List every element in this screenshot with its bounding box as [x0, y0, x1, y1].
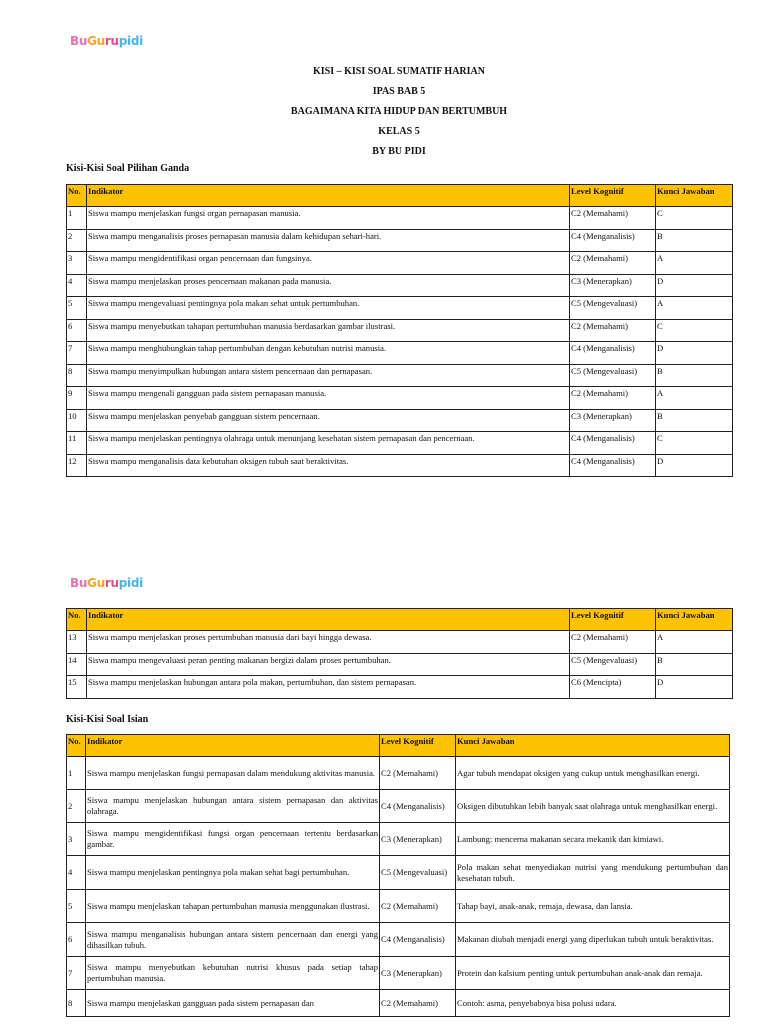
cell-no: 6 [67, 923, 86, 957]
col-header-kunci: Kunci Jawaban [656, 185, 733, 207]
table-row [67, 342, 733, 365]
cell-no: 8 [67, 990, 86, 1017]
cell-kunci: B [656, 653, 733, 676]
cell-level: C2 (Memahami) [380, 990, 456, 1017]
cell-no: 2 [67, 229, 87, 252]
cell-indikator: Siswa mampu menjelaskan proses pertumbuhan manusia dari bayi hingga dewasa. [87, 631, 570, 654]
table-row [67, 676, 733, 699]
cell-no: 13 [67, 631, 87, 654]
cell-level: C2 (Memahami) [380, 890, 456, 923]
cell-kunci: A [656, 387, 733, 410]
cell-indikator: Siswa mampu mengevaluasi pentingnya pola makan sehat untuk pertumbuhan. [87, 297, 570, 320]
document-header [66, 64, 732, 164]
doc-class: KELAS 5 [378, 126, 420, 137]
cell-kunci: A [656, 297, 733, 320]
cell-level: C3 (Menerapkan) [570, 409, 656, 432]
cell-level: C5 (Mengevaluasi) [570, 297, 656, 320]
cell-no: 1 [67, 757, 86, 790]
cell-no: 7 [67, 342, 87, 365]
cell-indikator: Siswa mampu mengenali gangguan pada sistem pernapasan manusia. [87, 387, 570, 410]
cell-kunci: Makanan diubah menjadi energi yang diperlukan tubuh untuk beraktivitas. [456, 923, 730, 957]
table-pilihan-ganda-1 [66, 184, 733, 477]
cell-level: C2 (Memahami) [570, 207, 656, 230]
cell-indikator: Siswa mampu menganalisis data kebutuhan oksigen tubuh saat beraktivitas. [87, 454, 570, 477]
cell-no: 12 [67, 454, 87, 477]
cell-no: 11 [67, 432, 87, 455]
col-header-level: Level Kognitif [570, 185, 656, 207]
cell-level: C3 (Menerapkan) [570, 274, 656, 297]
cell-level: C4 (Menganalisis) [380, 790, 456, 823]
col-header-kunci: Kunci Jawaban [656, 609, 733, 631]
col-header-indikator: Indikator [87, 609, 570, 631]
col-header-no: No. [67, 185, 87, 207]
cell-level: C6 (Mencipta) [570, 676, 656, 699]
table-row [67, 823, 730, 856]
cell-no: 4 [67, 274, 87, 297]
cell-kunci: A [656, 631, 733, 654]
table-row [67, 274, 733, 297]
cell-kunci: Protein dan kalsium penting untuk pertumbuhan anak-anak dan remaja. [456, 957, 730, 990]
cell-level: C4 (Menganalisis) [570, 342, 656, 365]
cell-indikator: Siswa mampu menjelaskan hubungan antara sistem pernapasan dan aktivitas olahraga. [86, 790, 380, 823]
logo-part: Gu [87, 576, 105, 590]
col-header-indikator: Indikator [87, 185, 570, 207]
cell-kunci: A [656, 252, 733, 275]
cell-no: 8 [67, 364, 87, 387]
cell-indikator: Siswa mampu menjelaskan fungsi pernapasan dalam mendukung aktivitas manusia. [86, 757, 380, 790]
table-row [67, 923, 730, 957]
table-row [67, 990, 730, 1017]
cell-no: 5 [67, 890, 86, 923]
cell-no: 5 [67, 297, 87, 320]
table-row [67, 631, 733, 654]
table-row [67, 409, 733, 432]
cell-level: C2 (Memahami) [570, 252, 656, 275]
cell-kunci: Pola makan sehat menyediakan nutrisi yang mendukung pertumbuhan dan kesehatan tubuh. [456, 856, 730, 890]
cell-no: 14 [67, 653, 87, 676]
doc-author: BY BU PIDI [372, 146, 426, 157]
table-row [67, 454, 733, 477]
doc-title: KISI – KISI SOAL SUMATIF HARIAN [313, 66, 485, 77]
col-header-no: No. [67, 609, 87, 631]
table-header-row [67, 609, 733, 631]
cell-kunci: Contoh: asma, penyebabnya bisa polusi udara. [456, 990, 730, 1017]
table-row [67, 856, 730, 890]
cell-kunci: C [656, 432, 733, 455]
cell-no: 15 [67, 676, 87, 699]
cell-no: 3 [67, 252, 87, 275]
cell-indikator: Siswa mampu menjelaskan fungsi organ pernapasan manusia. [87, 207, 570, 230]
cell-indikator: Siswa mampu menjelaskan proses pencernaan makanan pada manusia. [87, 274, 570, 297]
table-pilihan-ganda-2 [66, 608, 733, 699]
cell-no: 1 [67, 207, 87, 230]
cell-kunci: D [656, 676, 733, 699]
cell-indikator: Siswa mampu menghubungkan tahap pertumbuhan dengan kebutuhan nutrisi manusia. [87, 342, 570, 365]
section-title-pilihan-ganda: Kisi-Kisi Soal Pilihan Ganda [66, 163, 190, 174]
brand-logo [70, 576, 142, 596]
cell-kunci: D [656, 454, 733, 477]
table-row [67, 229, 733, 252]
cell-no: 6 [67, 319, 87, 342]
cell-no: 3 [67, 823, 86, 856]
brand-logo [70, 34, 142, 54]
cell-indikator: Siswa mampu menjelaskan hubungan antara pola makan, pertumbuhan, dan sistem pernapasan. [87, 676, 570, 699]
table-row [67, 890, 730, 923]
cell-level: C3 (Menerapkan) [380, 823, 456, 856]
cell-no: 9 [67, 387, 87, 410]
logo-part: Bu [70, 34, 88, 48]
cell-kunci: D [656, 342, 733, 365]
table-row [67, 757, 730, 790]
logo-part: pidi [118, 34, 143, 48]
table-header-row [67, 735, 730, 757]
logo-part: Bu [70, 576, 88, 590]
table-isian [66, 734, 730, 1017]
cell-kunci: Tahap bayi, anak-anak, remaja, dewasa, dan lansia. [456, 890, 730, 923]
col-header-level: Level Kognitif [570, 609, 656, 631]
col-header-indikator: Indikator [86, 735, 380, 757]
doc-topic: BAGAIMANA KITA HIDUP DAN BERTUMBUH [290, 106, 508, 117]
cell-kunci: B [656, 364, 733, 387]
cell-level: C5 (Mengevaluasi) [570, 653, 656, 676]
cell-no: 2 [67, 790, 86, 823]
logo-part: pidi [118, 576, 143, 590]
doc-subject: IPAS BAB 5 [372, 86, 426, 97]
table-row [67, 387, 733, 410]
cell-indikator: Siswa mampu menyimpulkan hubungan antara sistem pencernaan dan pernapasan. [87, 364, 570, 387]
cell-kunci: B [656, 409, 733, 432]
cell-indikator: Siswa mampu menganalisis hubungan antara sistem pencernaan dan energi yang dihasilkan tubuh. [86, 923, 380, 957]
cell-kunci: C [656, 207, 733, 230]
cell-indikator: Siswa mampu menyebutkan tahapan pertumbuhan manusia berdasarkan gambar ilustrasi. [87, 319, 570, 342]
cell-indikator: Siswa mampu menganalisis proses pernapasan manusia dalam kehidupan sehari-hari. [87, 229, 570, 252]
cell-kunci: Agar tubuh mendapat oksigen yang cukup untuk menghasilkan energi. [456, 757, 730, 790]
table-row [67, 653, 733, 676]
table-row [67, 957, 730, 990]
col-header-level: Level Kognitif [380, 735, 456, 757]
cell-kunci: Lambung: mencerna makanan secara mekanik dan kimiawi. [456, 823, 730, 856]
cell-level: C2 (Memahami) [380, 757, 456, 790]
cell-kunci: C [656, 319, 733, 342]
cell-level: C5 (Mengevaluasi) [380, 856, 456, 890]
table-row [67, 252, 733, 275]
table-header-row [67, 185, 733, 207]
table-row [67, 319, 733, 342]
cell-no: 4 [67, 856, 86, 890]
cell-indikator: Siswa mampu menyebutkan kebutuhan nutrisi khusus pada setiap tahap pertumbuhan manusia. [86, 957, 380, 990]
cell-no: 10 [67, 409, 87, 432]
logo-part: Gu [87, 34, 105, 48]
table-row [67, 364, 733, 387]
table-row [67, 432, 733, 455]
cell-level: C2 (Memahami) [570, 319, 656, 342]
cell-level: C5 (Mengevaluasi) [570, 364, 656, 387]
col-header-kunci: Kunci Jawaban [456, 735, 730, 757]
table-row [67, 297, 733, 320]
cell-level: C3 (Menerapkan) [380, 957, 456, 990]
cell-indikator: Siswa mampu menjelaskan tahapan pertumbuhan manusia menggunakan ilustrasi. [86, 890, 380, 923]
cell-kunci: Oksigen dibutuhkan lebih banyak saat olahraga untuk menghasilkan energi. [456, 790, 730, 823]
cell-indikator: Siswa mampu menjelaskan pentingnya pola makan sehat bagi pertumbuhan. [86, 856, 380, 890]
cell-no: 7 [67, 957, 86, 990]
col-header-no: No. [67, 735, 86, 757]
cell-level: C4 (Menganalisis) [380, 923, 456, 957]
cell-level: C4 (Menganalisis) [570, 432, 656, 455]
cell-indikator: Siswa mampu mengevaluasi peran penting makanan bergizi dalam proses pertumbuhan. [87, 653, 570, 676]
section-title-isian: Kisi-Kisi Soal Isian [66, 714, 149, 725]
table-row [67, 790, 730, 823]
cell-indikator: Siswa mampu mengidentifikasi fungsi organ pencernaan tertentu berdasarkan gambar. [86, 823, 380, 856]
cell-indikator: Siswa mampu menjelaskan pentingnya olahraga untuk menunjang kesehatan sistem pernapasan dan pencernaan. [87, 432, 570, 455]
logo-part: ru [104, 34, 119, 48]
cell-kunci: B [656, 229, 733, 252]
logo-part: ru [104, 576, 119, 590]
cell-level: C2 (Memahami) [570, 387, 656, 410]
cell-indikator: Siswa mampu menjelaskan penyebab gangguan sistem pencernaan. [87, 409, 570, 432]
cell-level: C4 (Menganalisis) [570, 229, 656, 252]
cell-level: C4 (Menganalisis) [570, 454, 656, 477]
cell-kunci: D [656, 274, 733, 297]
table-row [67, 207, 733, 230]
cell-indikator: Siswa mampu mengidentifikasi organ pencernaan dan fungsinya. [87, 252, 570, 275]
cell-level: C2 (Memahami) [570, 631, 656, 654]
cell-indikator: Siswa mampu menjelaskan gangguan pada sistem pernapasan dan [86, 990, 380, 1017]
